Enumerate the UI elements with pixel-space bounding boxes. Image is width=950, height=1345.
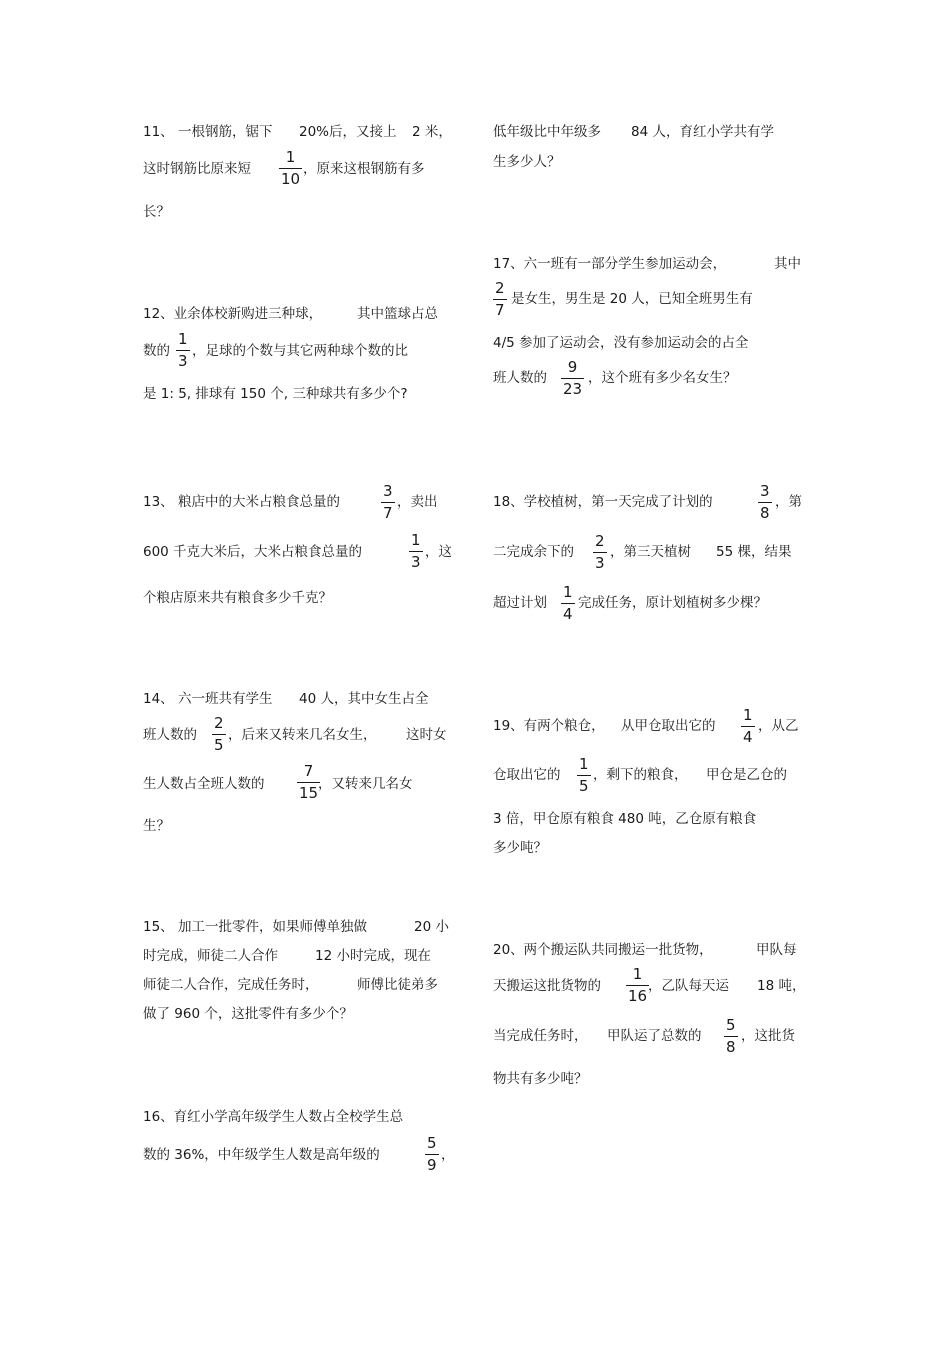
- p20-line1b: 甲队每: [756, 942, 797, 958]
- fraction-numerator: 1: [632, 965, 643, 983]
- p18-line2b: ，第三天植树: [610, 544, 691, 560]
- p20-line2b: ，乙队每天运: [648, 978, 729, 994]
- p14-line3b: ，又转来几名女: [318, 776, 413, 792]
- p17-line4a: 班人数的: [493, 370, 547, 386]
- fraction-numerator: 2: [495, 279, 505, 297]
- p11-fraction: [279, 149, 302, 188]
- fraction-bar: [626, 985, 649, 986]
- fraction-bar: [758, 502, 772, 503]
- p19-fraction-1: [741, 707, 755, 746]
- p17-line4b: ，这个班有多少名女生？: [588, 370, 737, 386]
- p19-line2c: 甲仓是乙仓的: [706, 767, 787, 783]
- p11-line1a: 11、 一根钢筋，锯下: [143, 124, 273, 140]
- p16-line2a: 数的 36%，中年级学生人数是高年级的: [143, 1147, 380, 1163]
- p13-line2a: 600 千克大米后，大米占粮食总量的: [143, 544, 363, 560]
- p13-fraction-2: [409, 532, 423, 571]
- fraction-numerator: 3: [760, 482, 770, 500]
- fraction-bar: [212, 734, 226, 735]
- fraction-denominator: 10: [281, 170, 301, 188]
- fraction-denominator: 15: [299, 784, 319, 802]
- p16b-line2: 生多少人？: [493, 154, 561, 170]
- fraction-bar: [279, 168, 302, 169]
- p17-line3: 4/5 参加了运动会，没有参加运动会的占全: [493, 335, 749, 351]
- p12-fraction: [176, 331, 190, 370]
- p18-line1b: ，第: [775, 494, 802, 510]
- p15-line1b: 20 小: [414, 919, 449, 935]
- p17-line1a: 17、六一班有一部分学生参加运动会，: [493, 256, 727, 272]
- p15-line1a: 15、 加工一批零件，如果师傅单独做: [143, 919, 367, 935]
- p20-line3b: 甲队运了总数的: [607, 1028, 702, 1044]
- fraction-numerator: 9: [567, 358, 578, 376]
- fraction-denominator: 7: [495, 301, 505, 319]
- fraction-denominator: 16: [628, 987, 648, 1005]
- p11-line2a: 这时钢筋比原来短: [143, 161, 251, 177]
- fraction-denominator: 3: [411, 553, 421, 571]
- p20-fraction-2: [724, 1017, 738, 1056]
- p15-line3a: 师徒二人合作，完成任务时，: [143, 977, 319, 993]
- p19-line3: 3 倍，甲仓原有粮食 480 吨，乙仓原有粮食: [493, 811, 757, 827]
- fraction-denominator: 8: [726, 1038, 736, 1056]
- p20-line2a: 天搬运这批货物的: [493, 978, 601, 994]
- fraction-denominator: 5: [579, 777, 589, 795]
- p20-line4: 物共有多少吨？: [493, 1071, 588, 1087]
- p11-line1b: 20%后，又接上: [299, 124, 397, 140]
- p19-line1a: 19、有两个粮仓，: [493, 718, 605, 734]
- p20-line3a: 当完成任务时，: [493, 1028, 588, 1044]
- fraction-numerator: 5: [427, 1134, 437, 1152]
- p16-line2b: ，: [441, 1147, 455, 1163]
- p12-line2a: 数的: [143, 343, 170, 359]
- p14-line4: 生？: [143, 818, 170, 834]
- p11-line2b: ，原来这根钢筋有多: [303, 161, 425, 177]
- fraction-bar: [724, 1036, 738, 1037]
- fraction-numerator: 1: [285, 148, 296, 166]
- fraction-bar: [409, 551, 423, 552]
- fraction-bar: [593, 552, 607, 553]
- p17-fraction-1: [493, 280, 507, 319]
- p15-line3b: 师傅比徒弟多: [357, 977, 438, 993]
- p18-line3b: 完成任务，原计划植树多少棵？: [578, 595, 767, 611]
- fraction-denominator: 5: [214, 736, 224, 754]
- fraction-numerator: 7: [303, 762, 314, 780]
- p11-line1c: 2 米，: [412, 124, 452, 140]
- p16b-line1a: 低年级比中年级多: [493, 124, 601, 140]
- fraction-denominator: 9: [427, 1156, 437, 1174]
- fraction-bar: [493, 299, 507, 300]
- p14-line1a: 14、 六一班共有学生: [143, 691, 273, 707]
- fraction-bar: [561, 378, 584, 379]
- fraction-bar: [381, 502, 395, 503]
- p18-line1a: 18、学校植树，第一天完成了计划的: [493, 494, 713, 510]
- p14-fraction-1: [212, 715, 226, 754]
- p12-line1a: 12、业余体校新购进三种球，: [143, 306, 323, 322]
- fraction-numerator: 3: [383, 482, 393, 500]
- p18-fraction-2: [593, 533, 607, 572]
- p11-line3: 长？: [143, 204, 170, 220]
- p13-fraction-1: [381, 483, 395, 522]
- p16b-line1b: 84 人，育红小学共有学: [631, 124, 774, 140]
- p14-fraction-2: [297, 763, 320, 802]
- p13-line2b: ，这: [425, 544, 452, 560]
- p19-line2a: 仓取出它的: [493, 767, 561, 783]
- fraction-denominator: 3: [178, 352, 188, 370]
- fraction-denominator: 4: [563, 605, 573, 623]
- fraction-denominator: 4: [743, 728, 753, 746]
- p13-line1a: 13、 粮店中的大米占粮食总量的: [143, 494, 340, 510]
- p20-line2c: 18 吨，: [757, 978, 806, 994]
- p18-line2c: 55 棵，结果: [716, 544, 792, 560]
- p20-line1a: 20、两个搬运队共同搬运一批货物，: [493, 942, 713, 958]
- p16-fraction: [425, 1135, 439, 1174]
- fraction-denominator: 3: [595, 554, 605, 572]
- p15-line2a: 时完成，师徒二人合作: [143, 948, 278, 964]
- p15-line2b: 12 小时完成，现在: [315, 948, 431, 964]
- fraction-bar: [297, 782, 320, 783]
- p18-line2a: 二完成余下的: [493, 544, 574, 560]
- p20-fraction-1: [626, 966, 649, 1005]
- fraction-bar: [741, 726, 755, 727]
- p18-fraction-1: [758, 483, 772, 522]
- fraction-numerator: 1: [579, 755, 589, 773]
- fraction-denominator: 23: [563, 380, 583, 398]
- p12-line2b: ，足球的个数与其它两种球个数的比: [192, 343, 408, 359]
- p18-line3a: 超过计划: [493, 595, 547, 611]
- p19-line1b: 从甲仓取出它的: [621, 718, 716, 734]
- p14-line3a: 生人数占全班人数的: [143, 776, 265, 792]
- p18-fraction-3: [561, 584, 575, 623]
- fraction-numerator: 1: [178, 330, 188, 348]
- p19-fraction-2: [577, 756, 591, 795]
- fraction-bar: [577, 775, 591, 776]
- p17-line1b: 其中: [774, 256, 801, 272]
- p14-line1b: 40 人，其中女生占全: [299, 691, 429, 707]
- fraction-denominator: 8: [760, 504, 770, 522]
- p17-line2: 是女生，男生是 20 人，已知全班男生有: [511, 291, 753, 307]
- fraction-bar: [425, 1154, 439, 1155]
- fraction-numerator: 1: [411, 531, 421, 549]
- p16-line1: 16、育红小学高年级学生人数占全校学生总: [143, 1109, 404, 1125]
- p13-line3: 个粮店原来共有粮食多少千克？: [143, 590, 332, 606]
- p14-line2c: 这时女: [406, 727, 447, 743]
- p13-line1b: ，卖出: [397, 494, 438, 510]
- p15-line4: 做了 960 个，这批零件有多少个？: [143, 1006, 353, 1022]
- p19-line2b: ，剩下的粮食，: [593, 767, 688, 783]
- p12-line3: 是 1: 5, 排球有 150 个, 三种球共有多少个?: [143, 386, 408, 402]
- fraction-numerator: 2: [214, 714, 224, 732]
- fraction-numerator: 5: [726, 1016, 736, 1034]
- p19-line1c: ，从乙: [758, 718, 799, 734]
- p14-line2a: 班人数的: [143, 727, 197, 743]
- fraction-numerator: 1: [743, 706, 753, 724]
- fraction-bar: [561, 603, 575, 604]
- p12-line1b: 其中篮球占总: [357, 306, 438, 322]
- p17-fraction-2: [561, 359, 584, 398]
- p20-line3c: ，这批货: [741, 1028, 795, 1044]
- p19-line4: 多少吨？: [493, 840, 547, 856]
- fraction-bar: [176, 350, 190, 351]
- fraction-numerator: 1: [563, 583, 573, 601]
- fraction-denominator: 7: [383, 504, 393, 522]
- fraction-numerator: 2: [595, 532, 605, 550]
- p14-line2b: ，后来又转来几名女生，: [228, 727, 377, 743]
